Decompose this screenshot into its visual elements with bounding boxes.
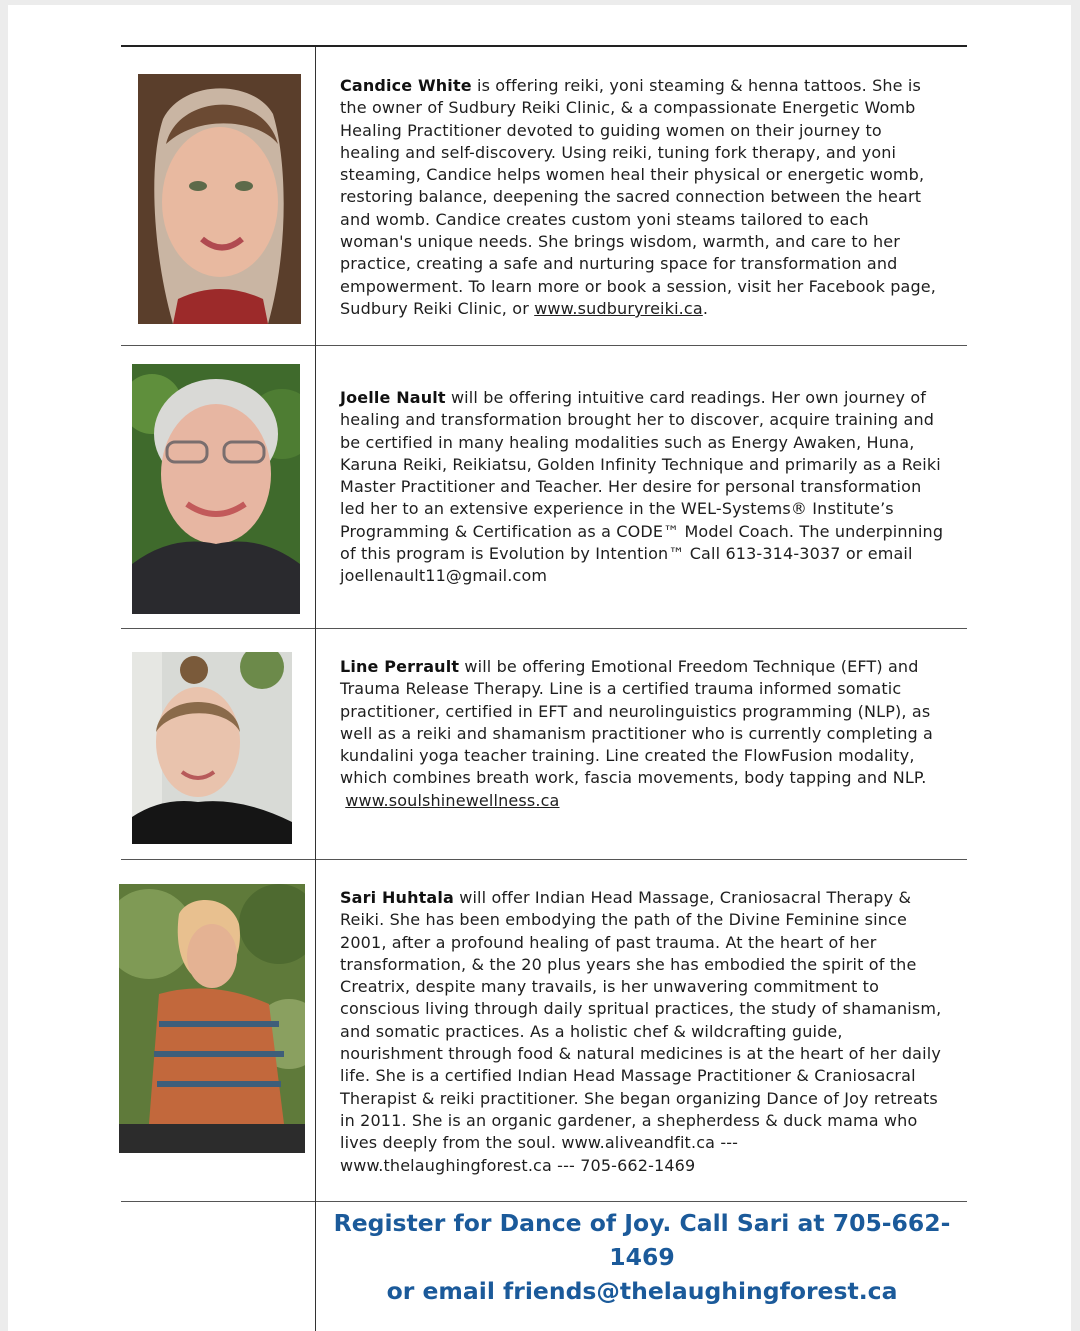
bio-text: will be offering Emotional Freedom Technique (EFT) and Trauma Release Therapy. Line is a certified trauma informed somatic practitioner, certified in EFT and neurolinguistics programming (NLP), as well as a reiki and shamanism practitioner who is currently completing a kundalini yoga teacher training. Line created the FlowFusion modality, which combines breath work, fascia movements, body tapping and NLP. [340, 657, 934, 788]
bio-text: will be offering intuitive card readings. Her own journey of healing and transformation brought her to discover, acquire training and be certified in many healing modalities such as Energy Awaken, Huna, Karuna Reiki, Reikiatsu, Golden Infinity Technique and primarily as a Reiki Master Practitioner and Teacher. Her desire for personal transformation led her to an extensive experience in the WEL-Systems® Institute’s Programming & Certification as a CODE™ Model Coach. The underpinning of this program is Evolution by Intention™ Call 613-314-3037 or email joellenault11@gmail.com [340, 388, 944, 586]
joelle-nault-name: Joelle Nault [340, 388, 446, 407]
bio-text: is offering reiki, yoni steaming & henna tattoos. She is the owner of Sudbury Reiki Clinic, & a compassionate Energetic Womb Healing Practitioner devoted to guiding women on their journey to healing and self-discovery. Using reiki, tuning fork therapy, and yoni steaming, Candice helps women heal their physical or energetic womb, restoring balance, deepening the sacred connection between the heart and womb. Candice creates custom yoni steams tailored to each woman's unique needs. She brings wisdom, warmth, and care to her practice, creating a safe and nurturing space for transformation and empowerment. To learn more or book a session, visit her Facebook page, Sudbury Reiki Clinic, or [340, 76, 937, 318]
table-top-rule [121, 45, 967, 47]
row-divider [121, 345, 967, 346]
sari-huhtala-name: Sari Huhtala [340, 888, 454, 907]
bio-end-period: . [702, 298, 709, 318]
candice-white-bio [340, 75, 945, 320]
register-call-to-action [316, 1206, 968, 1308]
joelle-nault-photo [132, 364, 300, 614]
row-divider [121, 859, 967, 860]
register-line-2: or email friends@thelaughingforest.ca [386, 1277, 898, 1305]
column-divider [315, 47, 316, 1331]
row-divider [121, 1201, 967, 1202]
sudbury-reiki-link[interactable]: www.sudburyreiki.ca [534, 298, 703, 318]
candice-white-photo [138, 74, 301, 324]
joelle-nault-bio [340, 387, 945, 588]
sari-huhtala-bio [340, 887, 945, 1177]
candice-white-name: Candice White [340, 76, 472, 95]
soulshine-wellness-link[interactable]: www.soulshinewellness.ca [345, 790, 560, 810]
line-perrault-bio [340, 656, 945, 812]
line-perrault-name: Line Perrault [340, 657, 460, 676]
register-line-1: Register for Dance of Joy. Call Sari at 705-662-1469 [333, 1209, 951, 1271]
row-divider [121, 628, 967, 629]
bio-text: will offer Indian Head Massage, Craniosacral Therapy & Reiki. She has been embodying the path of the Divine Feminine since 2001, after a profound healing of past trauma. At the heart of her transformation, & the 20 plus years she has embodied the spirit of the Creatrix, despite many travails, is her unwavering commitment to conscious living through daily spritual practices, the study of shamanism, and somatic practices. As a holistic chef & wildcrafting guide, nourishment through food & natural medicines is at the heart of her daily life. She is a certified Indian Head Massage Practitioner & Craniosacral Therapist & reiki practitioner. She began organizing Dance of Joy retreats in 2011. She is an organic gardener, a shepherdess & duck mama who lives deeply from the soul. www.aliveandfit.ca --- www.thelaughingforest.ca --- 705-662-1469 [340, 888, 942, 1175]
sari-huhtala-photo [119, 884, 305, 1153]
line-perrault-photo [132, 652, 292, 844]
